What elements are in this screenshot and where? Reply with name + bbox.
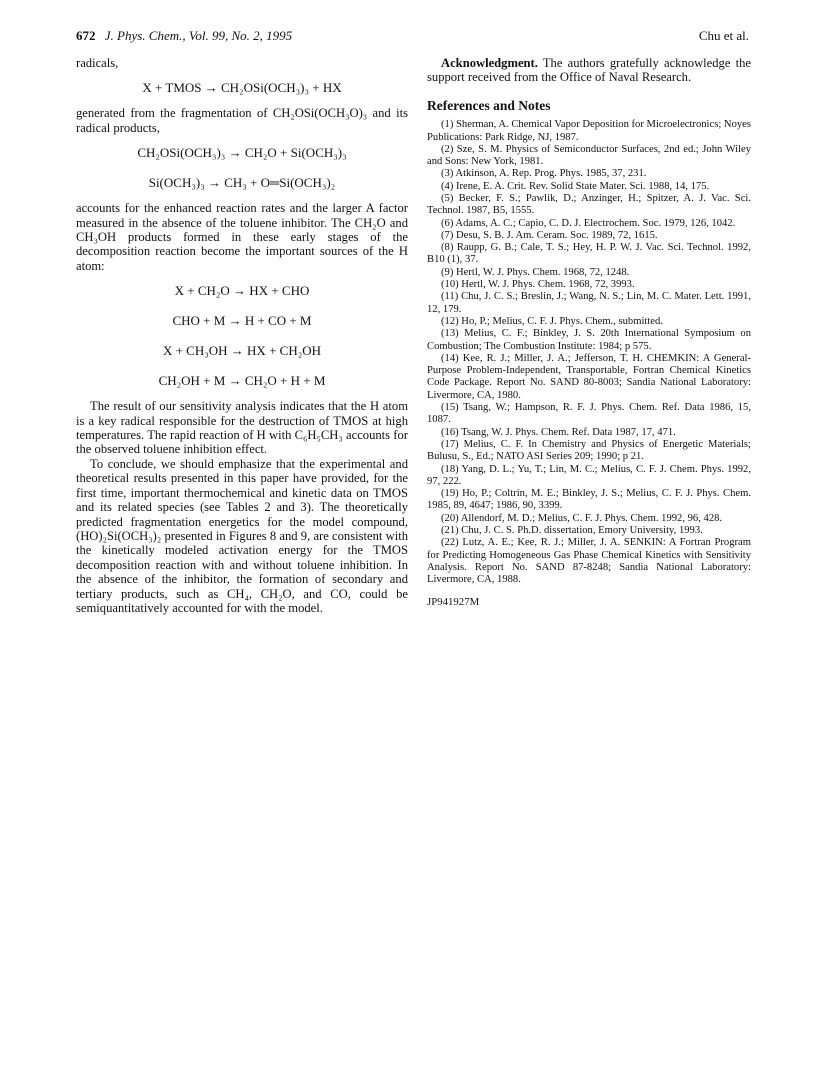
paragraph-radicals: radicals, [76, 56, 119, 70]
journal-citation: J. Phys. Chem., Vol. 99, No. 2, 1995 [104, 28, 293, 43]
acknowledgment-title: Acknowledgment. [441, 56, 538, 70]
reference-item: (7) Desu, S. B. J. Am. Ceram. Soc. 1989, 72, 1615. [441, 229, 658, 241]
reference-item: (5) Becker, F. S.; Pawlik, D.; Anzinger, H.; Spitzer, A. J. Vac. Sci. Technol. 1987, B5, 1555. [427, 193, 751, 217]
paragraph-sensitivity: The result of our sensitivity analysis indicates that the H atom is a key radical responsible for the destruction of TMOS at high temperatures. The rapid reaction of H with C₆H₅CH₃ accounts for the observed toluene inhibition effect. [76, 399, 408, 457]
equation-6: X + CH₃OH → HX + CH₂OH [162, 343, 322, 359]
reference-item: (19) Ho, P.; Coltrin, M. E.; Binkley, J. S.; Melius, C. F. J. Phys. Chem. 1985, 89, 4647; 1986, 90, 3399. [427, 488, 751, 512]
reference-item: (18) Yang, D. L.; Yu, T.; Lin, M. C.; Melius, C. F. J. Chem. Phys. 1992, 97, 222. [427, 463, 751, 487]
references-heading: References and Notes [427, 97, 551, 113]
equation-3: Si(OCH₃)₃ → CH₃ + O═Si(OCH₃)₂ [148, 175, 336, 191]
reference-item: (11) Chu, J. C. S.; Breslin, J.; Wang, N. S.; Lin, M. C. Mater. Lett. 1991, 12, 179. [427, 291, 751, 315]
reference-item: (16) Tsang, W. J. Phys. Chem. Ref. Data 1987, 17, 471. [441, 426, 676, 438]
reference-item: (4) Irene, E. A. Crit. Rev. Solid State Mater. Sci. 1988, 14, 175. [441, 180, 710, 192]
acknowledgment [427, 56, 751, 85]
equation-5: CHO + M → H + CO + M [172, 313, 312, 329]
right-column [427, 56, 751, 609]
reference-item: (15) Tsang, W.; Hampson, R. F. J. Phys. Chem. Ref. Data 1986, 15, 1087. [427, 402, 751, 426]
document-id: JP941927M [427, 595, 480, 608]
reference-item: (13) Melius, C. F.; Binkley, J. S. 20th International Symposium on Combustion; The Combustion Institute: 1984; p 575. [427, 328, 751, 352]
acknowledgment-text: The authors gratefully acknowledge the support received from the Office of Naval Research. [427, 56, 751, 85]
reference-item: (17) Melius, C. F. In Chemistry and Physics of Energetic Materials; Bulusu, S., Ed.; NATO ASI Series 209; 1990; p 21. [427, 438, 751, 463]
page-header-left [76, 28, 292, 44]
reference-item: (3) Atkinson, A. Rep. Prog. Phys. 1985, 37, 231. [441, 168, 647, 180]
running-author: Chu et al. [698, 28, 749, 43]
reference-item: (8) Raupp, G. B.; Cale, T. S.; Hey, H. P. W. J. Vac. Sci. Technol. 1992, B10 (1), 37. [427, 242, 751, 266]
equation-1: X + TMOS → CH₂OSi(OCH₃)₃ + HX [142, 80, 342, 96]
paragraph-accounts: accounts for the enhanced reaction rates and the larger A factor measured in the absence of the toluene inhibitor. The CH₂O and CH₃OH products formed in these early stages of the decomposition reaction become the important sources of the H atom: [76, 201, 408, 273]
reference-item: (1) Sherman, A. Chemical Vapor Deposition for Microelectronics; Noyes Publications: Park Ridge, NJ, 1987. [427, 119, 751, 143]
paragraph-conclusion: To conclude, we should emphasize that the experimental and theoretical results presented in this paper have provided, for the first time, important thermochemical and kinetic data on TMOS and its related species (see Tables 2 and 3). The theoretically predicted fragmentation energetics for the model compound, (HO)₂Si(OCH₃)₂ presented in Figures 8 and 9, are consistent with the kinetically modeled activation energy for the TMOS decomposition reaction with and without toluene inhibition. In the absence of the inhibitor, the formation of secondary and tertiary products, such as CH₄, CH₂O, and CO, could be semiquantitatively accounted for with the model. [76, 456, 408, 615]
reference-list [427, 119, 751, 586]
reference-item: (12) Ho, P.; Melius, C. F. J. Phys. Chem., submitted. [441, 315, 663, 327]
page-number: 672 [76, 28, 96, 43]
reference-item: (14) Kee, R. J.; Miller, J. A.; Jefferson, T. H. CHEMKIN: A General-Purpose Problem-Independent, Transportable, Fortran Chemical Kinetics Code Package. Report No. SAND 80-8003; Sandia National Laboratory: Livermore, CA, 1980. [427, 352, 751, 401]
equation-4: X + CH₂O → HX + CHO [174, 283, 310, 299]
reference-item: (21) Chu, J. C. S. Ph.D. dissertation, Emory University, 1993. [441, 525, 703, 537]
reference-item: (10) Hertl, W. J. Phys. Chem. 1968, 72, 3993. [441, 279, 635, 291]
equation-7: CH₂OH + M → CH₂O + H + M [158, 373, 326, 389]
reference-item: (9) Hertl, W. J. Phys. Chem. 1968, 72, 1248. [441, 266, 630, 278]
reference-item: (22) Lutz, A. E.; Kee, R. J.; Miller, J. A. SENKIN: A Fortran Program for Predicting Homogeneous Gas Phase Chemical Kinetics with Sensitivity Analysis. Report No. SAND 87-8248; Sandia National Laboratory: Livermore, CA, 1988. [427, 537, 751, 586]
left-column [76, 56, 408, 615]
paragraph-generated: generated from the fragmentation of CH₂OSi(OCH₃O)₃ and its radical products, [76, 106, 408, 135]
reference-item: (2) Sze, S. M. Physics of Semiconductor Surfaces, 2nd ed.; John Wiley and Sons: New York, 1981. [427, 143, 751, 168]
reference-item: (20) Allendorf, M. D.; Melius, C. F. J. Phys. Chem. 1992, 96, 428. [441, 512, 723, 524]
equation-2: CH₂OSi(OCH₃)₃ → CH₂O + Si(OCH₃)₃ [137, 145, 347, 161]
reference-item: (6) Adams, A. C.; Capio, C. D. J. Electrochem. Soc. 1979, 126, 1042. [441, 217, 736, 229]
